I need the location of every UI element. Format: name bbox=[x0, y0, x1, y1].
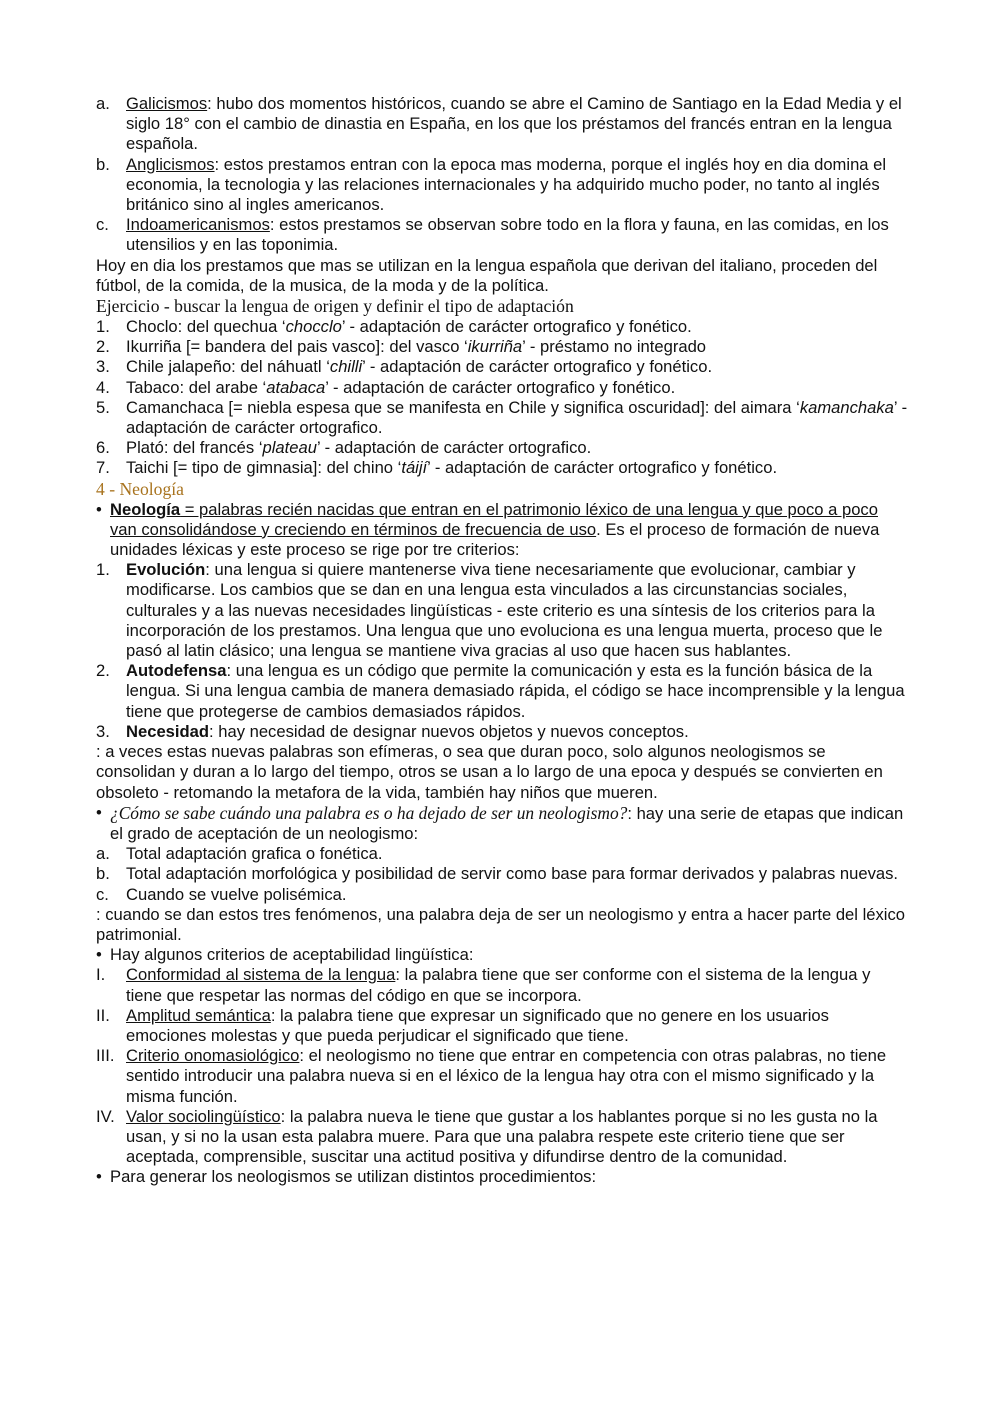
item-text: ’ - préstamo no integrado bbox=[522, 337, 707, 357]
bullet-item bbox=[96, 803, 908, 844]
list-item bbox=[96, 1006, 908, 1046]
list-item bbox=[96, 864, 908, 884]
list-text: Cuando se vuelve polisémica. bbox=[126, 884, 347, 904]
list-text: : una lengua si quiere mantenerse viva tiene necesariamente que evolucionar, cambiar y modificarse. Los cambios que se dan en una lengua esta vinculados a las circunstancias sociales, culturales y a las nuevas necesidades lingüísticas - este criterio es una síntesis de los criterios para la incorporación de los prestamos. Una lengua que uno evoluciona es una lengua muerta, proceso que le pasó al latin clásico; una lengua se mantiene viva gracias al uso que hacen sus hablantes. bbox=[126, 560, 883, 661]
item-text: ’ - adaptación de carácter ortografico y fonético. bbox=[341, 317, 692, 337]
list-marker: b. bbox=[96, 154, 110, 174]
term-amplitud: Amplitud semántica bbox=[126, 1005, 271, 1025]
term-conformidad: Conformidad al sistema de la lengua bbox=[126, 965, 396, 985]
list-marker: 5. bbox=[96, 397, 110, 417]
section-heading: 4 - Neología bbox=[96, 478, 184, 499]
list-text: : hay necesidad de designar nuevos objetos y nuevos conceptos. bbox=[209, 721, 689, 741]
list-item bbox=[96, 337, 908, 357]
item-text: Plató: del francés ‘ bbox=[126, 438, 263, 458]
paragraph-efimeras: : a veces estas nuevas palabras son efímeras, o sea que duran poco, solo algunos neologismos se consolidan y duran a lo largo del tiempo, otros se usan a lo largo de una epoca y después se convierten en obsoleto - retomando la metafora de la vida, también hay niños que mueren. bbox=[96, 742, 883, 802]
term-onomasiologico: Criterio onomasiológico bbox=[126, 1046, 300, 1066]
term-necesidad: Necesidad bbox=[126, 721, 210, 741]
term-autodefensa: Autodefensa bbox=[126, 661, 227, 681]
list-marker: 6. bbox=[96, 438, 110, 458]
term-galicismos: Galicismos bbox=[126, 94, 208, 113]
term-evolucion: Evolución bbox=[126, 560, 206, 580]
document-page bbox=[96, 94, 908, 1188]
item-text: . Es el proceso de formación de nueva unidades léxicas y este proceso se rige por tre criterios: bbox=[110, 519, 880, 560]
list-item bbox=[96, 885, 908, 905]
item-text: Ikurriña [= bandera del pais vasco]: del vasco ‘ bbox=[126, 337, 468, 357]
list-text: Total adaptación grafica o fonética. bbox=[126, 844, 383, 864]
list-text: : una lengua es un código que permite la comunicación y esta es la función básica de la lengua. Si una lengua cambia de manera demasiado rápida, el código se hace incomprensible y la lengua tiene que protegerse de cambios demasiados rápidos. bbox=[126, 661, 905, 721]
item-text: Para generar los neologismos se utilizan distintos procedimientos: bbox=[110, 1167, 597, 1187]
list-marker: 3. bbox=[96, 357, 110, 377]
list-marker: 3. bbox=[96, 721, 110, 741]
list-marker: 2. bbox=[96, 661, 110, 681]
origin-word: plateau bbox=[262, 438, 317, 458]
item-text: Tabaco: del arabe ‘ bbox=[126, 377, 267, 397]
list-marker: a. bbox=[96, 94, 110, 113]
list-text: : el neologismo no tiene que entrar en competencia con otras palabras, no tiene sentido introducir una palabra nueva si en el léxico de la lengua hay otra con el mismo significado y la misma función. bbox=[126, 1046, 887, 1106]
origin-word: ikurriña bbox=[467, 337, 523, 357]
list-item bbox=[96, 215, 908, 255]
list-item bbox=[96, 560, 908, 661]
term-anglicismos: Anglicismos bbox=[126, 154, 215, 174]
list-marker: 1. bbox=[96, 317, 110, 337]
list-text: : estos prestamos se observan sobre todo en la flora y fauna, en las comidas, en los utensilios y en las toponimia. bbox=[126, 215, 889, 255]
neologia-definition: = palabras recién nacidas que entran en el patrimonio léxico de una lengua y que poco a poco van consolidándose y creciendo en términos de frecuencia de uso bbox=[110, 499, 878, 539]
origin-word: atabaca bbox=[266, 377, 326, 397]
question-text: ¿Cómo se sabe cuándo una palabra es o ha dejado de ser un neologismo? bbox=[110, 802, 628, 823]
bullet-item bbox=[96, 500, 908, 561]
list-item bbox=[96, 661, 908, 722]
bullet-icon: • bbox=[96, 499, 102, 519]
origin-word: chocclo bbox=[285, 317, 342, 337]
list-text: : hubo dos momentos históricos, cuando se abre el Camino de Santiago en la Edad Media y el siglo 18° con el cambio de dinastia en España, en los que los préstamos del francés entran en la lengua española. bbox=[126, 94, 902, 154]
list-item bbox=[96, 1046, 908, 1107]
list-marker: IV. bbox=[96, 1106, 115, 1126]
list-item bbox=[96, 94, 908, 155]
list-item bbox=[96, 458, 908, 478]
list-item bbox=[96, 378, 908, 398]
item-text: Camanchaca [= niebla espesa que se manifesta en Chile y significa oscuridad]: del aimara ‘ bbox=[126, 397, 800, 417]
paragraph-italiano: Hoy en dia los prestamos que mas se utilizan en la lengua española que derivan del italiano, proceden del fútbol, de la comida, de la musica, de la moda y de la política. bbox=[96, 255, 878, 295]
list-marker: III. bbox=[96, 1046, 115, 1066]
bullet-item bbox=[96, 945, 908, 965]
list-text: : la palabra nueva le tiene que gustar a los hablantes porque si no les gusta no la usan, y si no la usan esta palabra muere. Para que una palabra respete este criterio tiene que ser aceptada, comprensible, suscitar una actitud positiva y difundirse dentro de la comunidad. bbox=[126, 1106, 878, 1167]
list-item bbox=[96, 398, 908, 438]
list-marker: a. bbox=[96, 844, 110, 864]
list-marker: c. bbox=[96, 215, 109, 235]
list-marker: 4. bbox=[96, 377, 110, 397]
list-item bbox=[96, 317, 908, 337]
item-text: ’ - adaptación de carácter ortografico. bbox=[126, 397, 908, 438]
term-neologia: Neología bbox=[110, 499, 181, 519]
list-text: : estos prestamos entran con la epoca mas moderna, porque el inglés hoy en dia domina el economia, la tecnologia y las relaciones internacionales y ha adquirido mucho poder, no tanto al inglés británico sino al ingles americanos. bbox=[126, 154, 887, 215]
bullet-item bbox=[96, 1167, 908, 1187]
list-marker: 2. bbox=[96, 337, 110, 357]
list-text: Total adaptación morfológica y posibilidad de servir como base para formar derivados y palabras nuevas. bbox=[126, 864, 899, 884]
item-text: Taichi [= tipo de gimnasia]: del chino ‘ bbox=[126, 458, 402, 478]
list-item bbox=[96, 155, 908, 216]
origin-word: chilli bbox=[329, 357, 363, 377]
item-text: Chile jalapeño: del náhuatl ‘ bbox=[126, 357, 330, 377]
list-marker: b. bbox=[96, 864, 110, 884]
bullet-icon: • bbox=[96, 945, 102, 965]
paragraph-fenomenos: : cuando se dan estos tres fenómenos, una palabra deja de ser un neologismo y entra a hacer parte del léxico patrimonial. bbox=[96, 904, 905, 944]
list-marker: II. bbox=[96, 1005, 110, 1025]
item-text: : hay una serie de etapas que indican el grado de aceptación de un neologismo: bbox=[110, 803, 904, 843]
item-text: ’ - adaptación de carácter ortografico y fonético. bbox=[325, 377, 676, 397]
list-item bbox=[96, 438, 908, 458]
bullet-icon: • bbox=[96, 802, 102, 822]
bullet-icon: • bbox=[96, 1167, 102, 1187]
list-item bbox=[96, 357, 908, 377]
list-marker: c. bbox=[96, 884, 109, 904]
item-text: ’ - adaptación de carácter ortografico. bbox=[316, 438, 592, 458]
list-marker: 7. bbox=[96, 458, 110, 478]
list-item bbox=[96, 965, 908, 1005]
list-marker: I. bbox=[96, 965, 106, 985]
list-item bbox=[96, 1107, 908, 1168]
list-text: : la palabra tiene que ser conforme con el sistema de la lengua y tiene que respetar las normas del código en que se incorpora. bbox=[126, 965, 871, 1005]
term-indoamericanismos: Indoamericanismos bbox=[126, 215, 270, 235]
list-item bbox=[96, 722, 908, 742]
list-text: : la palabra tiene que expresar un significado que no genere en los usuarios emociones molestas y que pueda perjudicar el significado que tiene. bbox=[126, 1005, 829, 1045]
item-text: ’ - adaptación de carácter ortografico y fonético. bbox=[362, 357, 713, 377]
ejercicio-title: Ejercicio - buscar la lengua de origen y definir el tipo de adaptación bbox=[96, 296, 574, 317]
item-text: Hay algunos criterios de aceptabilidad lingüística: bbox=[110, 945, 474, 965]
list-marker: 1. bbox=[96, 560, 110, 580]
item-text: ’ - adaptación de carácter ortografico y fonético. bbox=[427, 458, 778, 478]
term-sociolinguistico: Valor sociolingüístico bbox=[126, 1106, 281, 1126]
origin-word: kamanchaka bbox=[799, 397, 894, 417]
list-item bbox=[96, 844, 908, 864]
origin-word: táijí bbox=[401, 458, 428, 478]
item-text: Choclo: del quechua ‘ bbox=[126, 317, 286, 337]
